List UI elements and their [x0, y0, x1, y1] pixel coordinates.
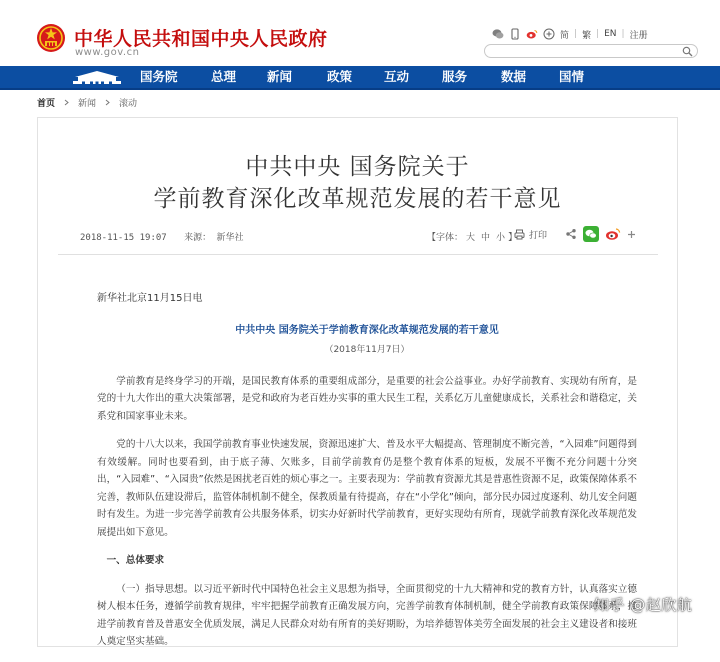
- main-nav: [0, 66, 720, 90]
- chevron-right-icon: [104, 99, 111, 106]
- wechat-share-icon[interactable]: [583, 226, 599, 242]
- printer-icon: [514, 229, 525, 240]
- nav-services[interactable]: 服务: [442, 69, 468, 84]
- font-size-medium[interactable]: 中: [481, 233, 491, 243]
- print-button[interactable]: [514, 228, 547, 241]
- font-size-large[interactable]: 大: [466, 233, 476, 243]
- document-date: （2018年11月7日）: [324, 345, 410, 355]
- site-header: [0, 0, 720, 66]
- nav-state-council[interactable]: 国务院: [140, 69, 178, 84]
- site-title[interactable]: 中华人民共和国中央人民政府: [74, 28, 328, 50]
- section-heading: 一、总体要求: [106, 555, 165, 566]
- breadcrumb-home[interactable]: 首页: [37, 99, 56, 109]
- article-source: 来源： 新华社: [184, 233, 244, 243]
- weibo-share-icon[interactable]: [605, 226, 621, 242]
- link-simplified[interactable]: 简: [560, 30, 570, 41]
- zhihu-watermark: 知乎 @赵欣航: [594, 596, 693, 614]
- article-body: [97, 290, 637, 662]
- document-title: 中共中央 国务院关于学前教育深化改革规范发展的若干意见: [235, 324, 499, 336]
- wechat-icon[interactable]: [492, 28, 504, 40]
- national-emblem-icon[interactable]: [36, 22, 66, 54]
- search-input[interactable]: [493, 45, 673, 57]
- article-dateline: 新华社北京11月15日电: [97, 293, 203, 304]
- font-size-switcher: [427, 230, 517, 243]
- phone-icon[interactable]: [509, 28, 521, 40]
- nav-data[interactable]: 数据: [501, 69, 527, 84]
- font-size-close: 】: [508, 233, 518, 243]
- breadcrumb-rolling[interactable]: 滚动: [119, 99, 138, 109]
- link-english[interactable]: EN: [604, 29, 617, 39]
- breadcrumb: [37, 96, 137, 109]
- separator: |: [574, 29, 578, 39]
- plus-icon[interactable]: [627, 230, 636, 239]
- share-bar: [565, 226, 642, 242]
- app-icon[interactable]: [543, 28, 555, 40]
- share-icon[interactable]: [565, 228, 577, 240]
- article-title-line1: 中共中央 国务院关于: [245, 154, 470, 180]
- nav-interaction[interactable]: 互动: [384, 69, 410, 84]
- meta-divider: [58, 254, 658, 255]
- font-size-label: 【字体：: [427, 233, 464, 243]
- weibo-icon[interactable]: [526, 28, 538, 40]
- nav-national-conditions[interactable]: 国情: [559, 69, 585, 84]
- separator: |: [621, 29, 625, 39]
- article-panel: [37, 117, 678, 647]
- paragraph: （一）指导思想。以习近平新时代中国特色社会主义思想为指导，全面贯彻党的十九大精神和党的教育方针，认真落实立德树人根本任务，遵循学前教育规律，牢牢把握学前教育正确发展方向，完善学前教育体制机制，健全学前教育政策保障体系，推进学前教育普及普惠安全优质发展，满足人民群众对幼有所育的美好期盼，为培养德智体美劳全面发展的社会主义建设者和接班人奠定坚实基础。: [97, 583, 637, 647]
- search-box: [484, 44, 698, 58]
- paragraph: 学前教育是终身学习的开端，是国民教育体系的重要组成部分，是重要的社会公益事业。办好学前教育、实现幼有所育，是党的十九大作出的重大决策部署，是党和政府为老百姓办实事的重大民生工程，关系亿万儿童健康成长，关系社会和谐稳定，关系党和国家事业未来。: [97, 375, 637, 422]
- article-title-line2: 学前教育深化改革规范发展的若干意见: [153, 186, 562, 212]
- nav-premier[interactable]: 总理: [211, 69, 237, 84]
- separator: |: [596, 29, 600, 39]
- font-size-small[interactable]: 小: [496, 233, 506, 243]
- breadcrumb-news[interactable]: 新闻: [78, 99, 97, 109]
- search-icon[interactable]: [682, 46, 693, 57]
- link-traditional[interactable]: 繁: [582, 30, 592, 41]
- tiananmen-home-icon[interactable]: [70, 69, 124, 86]
- paragraph: 党的十八大以来，我国学前教育事业快速发展，资源迅速扩大、普及水平大幅提高、管理制度不断完善，“入园难”问题得到有效缓解。同时也要看到，由于底子薄、欠账多，目前学前教育仍是整个教育体系的短板，发展不平衡不充分问题十分突出，“入园难”、“入园贵”依然是困扰老百姓的烦心事之一。主要表现为：学前教育资源尤其是普惠性资源不足，政策保障体系不完善，教师队伍建设滞后，监管体制机制不健全，保教质量有待提高，存在“小学化”倾向，部分民办园过度逐利、幼儿安全问题时有发生。为进一步完善学前教育公共服务体系，切实办好新时代学前教育，更好实现幼有所育，现就学前教育深化改革规范发展提出如下意见。: [97, 439, 637, 538]
- top-links: [492, 27, 648, 41]
- print-label: 打印: [529, 231, 548, 241]
- chevron-right-icon: [63, 99, 70, 106]
- article-meta: [80, 230, 244, 243]
- link-register[interactable]: 注册: [629, 30, 648, 41]
- nav-policy[interactable]: 政策: [327, 69, 353, 84]
- publish-date: 2018-11-15 19:07: [80, 233, 167, 243]
- nav-news[interactable]: 新闻: [267, 69, 293, 84]
- site-domain: www.gov.cn: [75, 47, 140, 58]
